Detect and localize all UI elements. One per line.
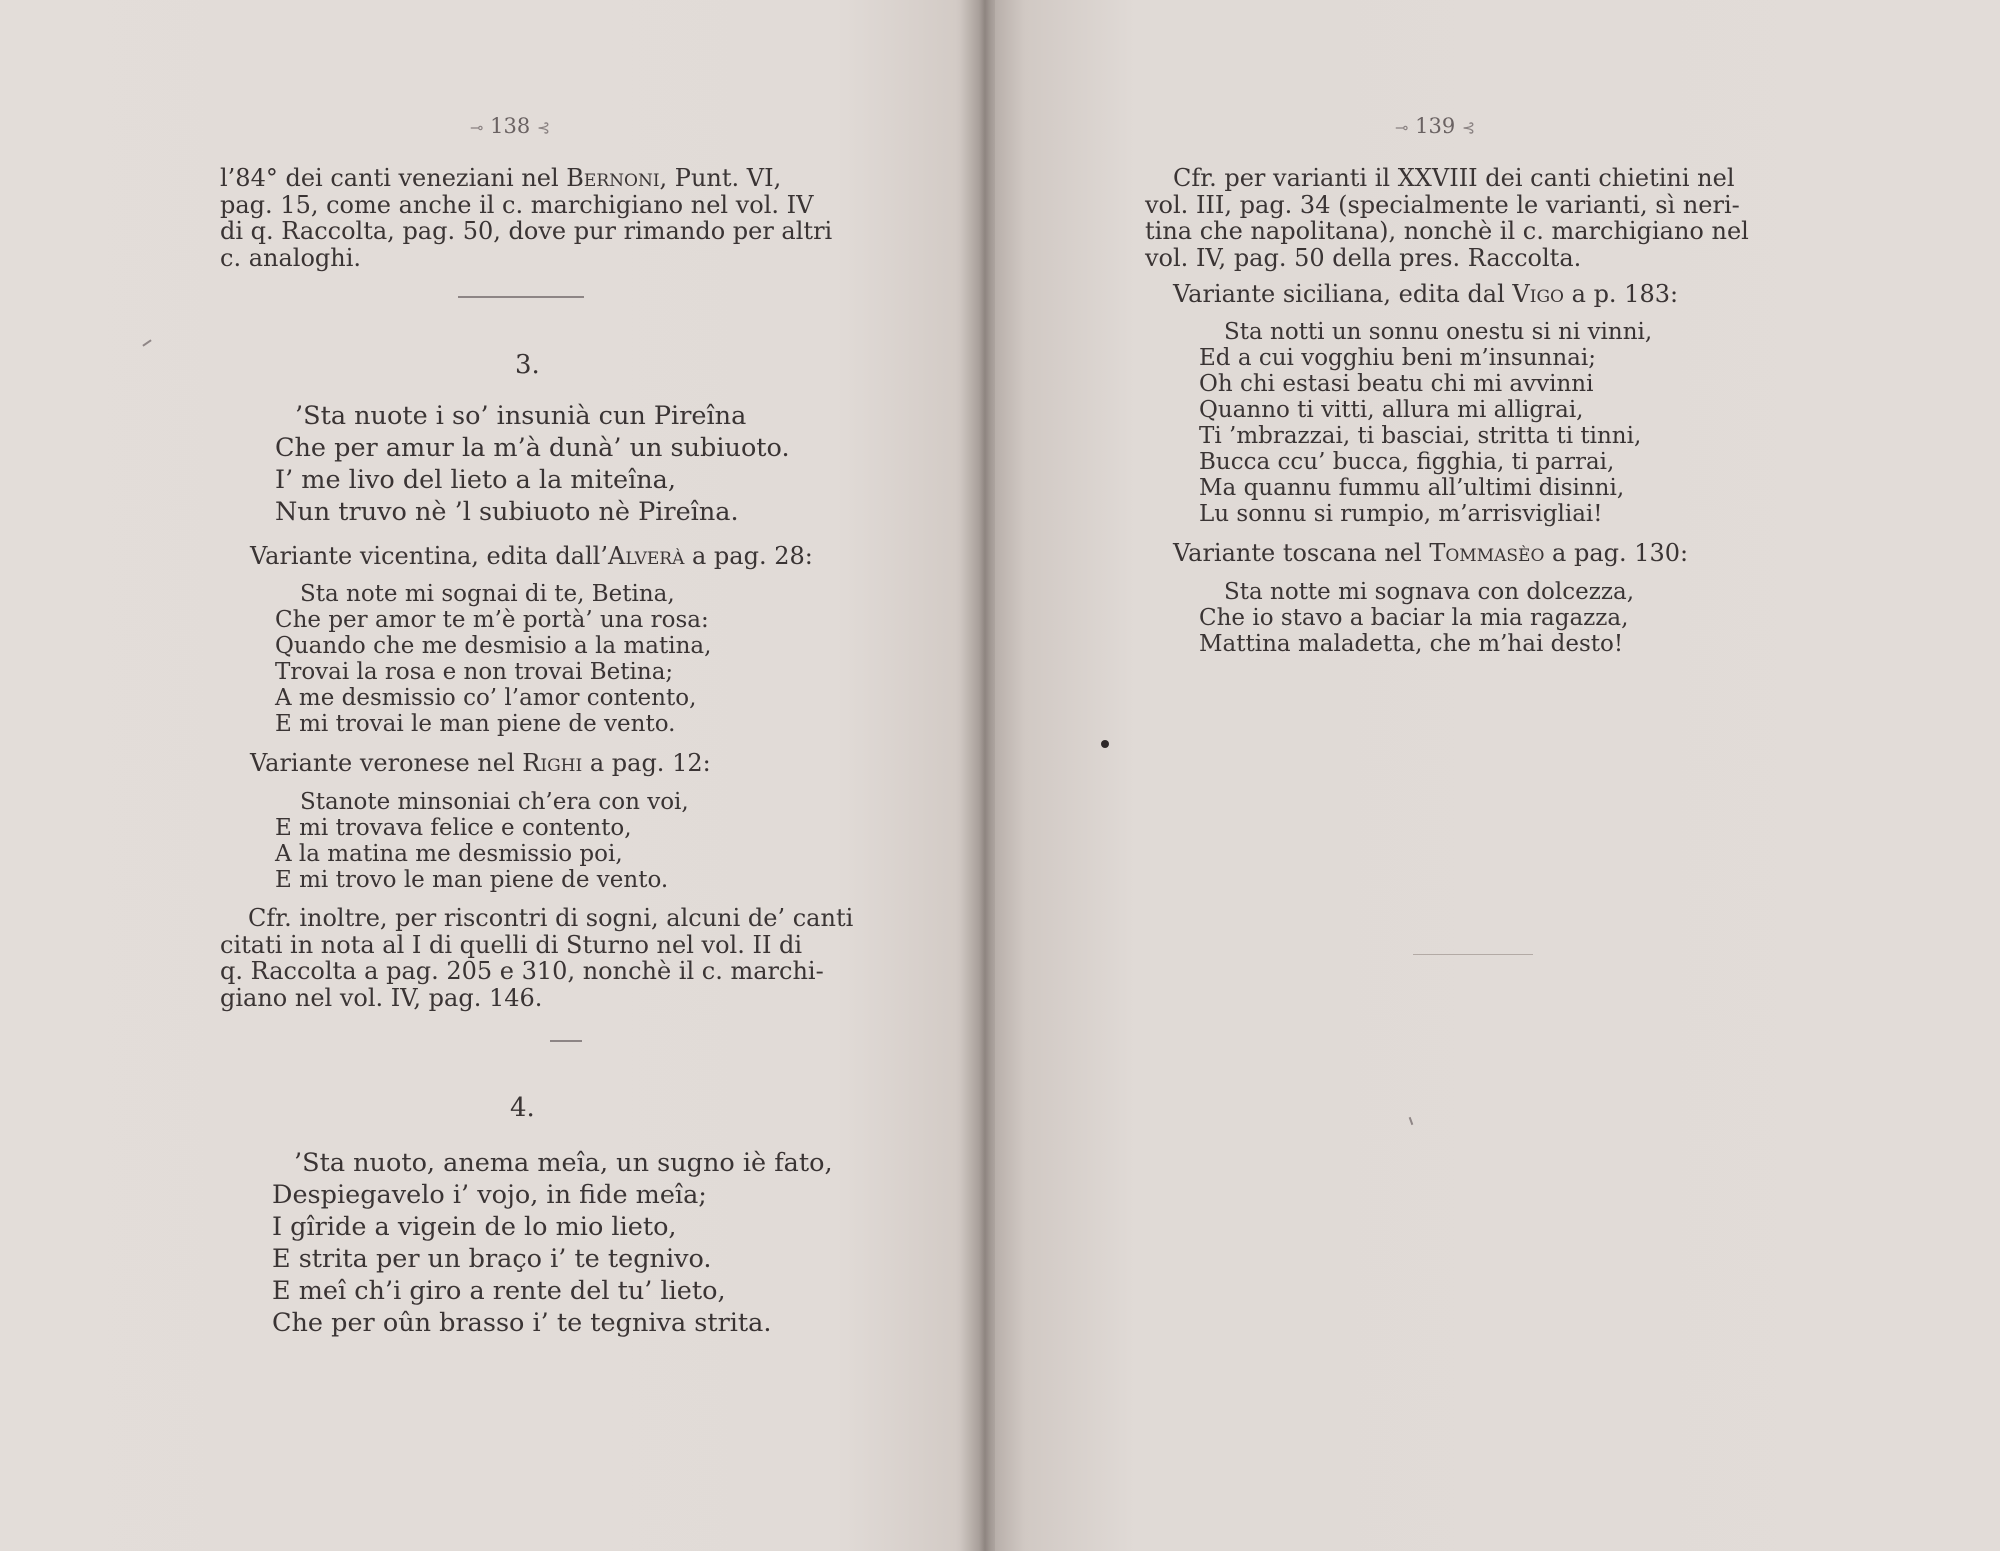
song-verses: [272, 1147, 833, 1339]
variant-verses: [1199, 579, 1634, 657]
variant-verses: [1199, 319, 1652, 527]
verse-line: Che io stavo a baciar la mia ragazza,: [1199, 605, 1629, 631]
variant-intro: Variante vicentina, edita dall’Alverà a pag. 28:: [250, 542, 813, 570]
page-number: 139: [1415, 114, 1456, 138]
ornament-arrow-icon: ⊰: [1461, 118, 1476, 137]
note-line: giano nel vol. IV, pag. 146.: [220, 983, 543, 1012]
verse-line: Che per oûn brasso i’ te tegniva strita.: [272, 1308, 772, 1338]
verse-line: Ed a cui vogghiu beni m’insunnai;: [1199, 345, 1596, 371]
song-number: 3.: [515, 350, 540, 380]
variant-intro: Variante siciliana, edita dal Vigo a p. 183:: [1173, 280, 1679, 308]
note-line: c. analoghi.: [220, 243, 362, 272]
verse-line: E strita per un braço i’ te tegnivo.: [272, 1244, 712, 1274]
verse-line: Ti ’mbrazzai, ti basciai, stritta ti tinni,: [1199, 423, 1642, 449]
verse-line: Trovai la rosa e non trovai Betina;: [275, 659, 674, 685]
verse-line: Mattina maladetta, che m’hai desto!: [1199, 631, 1624, 657]
note-line: pag. 15, come anche il c. marchigiano nel vol. IV: [220, 190, 814, 219]
verse-line: A me desmissio co’ l’amor contento,: [275, 685, 697, 711]
comparison-note: [1145, 165, 1749, 271]
ink-spot: [1101, 740, 1109, 748]
ornament-arrow-icon: ⊸: [470, 118, 484, 137]
ornament-arrow-icon: ⊸: [1395, 118, 1409, 137]
note-line: tina che napolitana), nonchè il c. marchigiano nel: [1145, 217, 1749, 245]
verse-line: Nun truvo nè ’l subiuoto nè Pireîna.: [275, 497, 739, 527]
note-line: Cfr. per varianti il XXVIII dei canti chietini nel: [1173, 164, 1735, 192]
verse-line: Ma quannu fummu all’ultimi disinni,: [1199, 475, 1625, 501]
paper-speck: [1413, 954, 1533, 955]
variant-intro: Variante veronese nel Righi a pag. 12:: [250, 749, 711, 777]
verse-line: Lu sonnu si rumpio, m’arrisvigliai!: [1199, 501, 1603, 527]
note-line: citati in nota al I di quelli di Sturno nel vol. II di: [220, 930, 803, 959]
variant-verses: [275, 789, 689, 893]
note-line: q. Raccolta a pag. 205 e 310, nonchè il c. marchi-: [220, 957, 824, 985]
verse-line: Despiegavelo i’ vojo, in fide meîa;: [272, 1180, 707, 1210]
verse-line: Oh chi estasi beatu chi mi avvinni: [1199, 371, 1594, 397]
verse-line: I’ me livo del lieto a la miteîna,: [275, 465, 676, 495]
note-line: di q. Raccolta, pag. 50, dove pur rimando per altri: [220, 217, 833, 245]
running-head-left: [470, 114, 550, 138]
verse-line: Quanno ti vitti, allura mi alligrai,: [1199, 397, 1584, 423]
note-line: vol. III, pag. 34 (specialmente le varianti, sì neri-: [1145, 190, 1740, 219]
song-verses: [275, 400, 790, 528]
verse-line: A la matina me desmissio poi,: [275, 841, 623, 867]
section-divider: [550, 1040, 582, 1042]
comparison-note: [220, 905, 853, 1011]
verse-line: ’Sta nuote i so’ insunià cun Pireîna: [295, 401, 747, 431]
verse-line: E mi trovai le man piene de vento.: [275, 711, 676, 737]
verse-line: ’Sta nuoto, anema meîa, un sugno iè fato,: [294, 1148, 833, 1178]
note-line: vol. IV, pag. 50 della pres. Raccolta.: [1145, 243, 1582, 272]
verse-line: I gîride a vigein de lo mio lieto,: [272, 1212, 677, 1242]
verse-line: Quando che me desmisio a la matina,: [275, 633, 712, 659]
left-page: [0, 0, 985, 1551]
note-line: l’84° dei canti veneziani nel Bernoni, Punt. VI,: [220, 164, 782, 192]
verse-line: Sta notte mi sognava con dolcezza,: [1224, 579, 1635, 605]
verse-line: Che per amor te m’è portà’ una rosa:: [275, 607, 709, 633]
section-divider: [458, 296, 584, 298]
song-number: 4.: [510, 1093, 535, 1123]
verse-line: Sta notti un sonnu onestu si ni vinni,: [1224, 319, 1653, 345]
running-head-right: [1395, 114, 1475, 138]
verse-line: Che per amur la m’à dunà’ un subiuoto.: [275, 433, 790, 463]
continued-note: [220, 165, 832, 271]
verse-line: E mi trovo le man piene de vento.: [275, 867, 669, 893]
ornament-arrow-icon: ⊰: [536, 118, 551, 137]
verse-line: Sta note mi sognai di te, Betina,: [300, 581, 675, 607]
verse-line: E mi trovava felice e contento,: [275, 815, 632, 841]
verse-line: Bucca ccu’ bucca, figghia, ti parrai,: [1199, 449, 1615, 475]
paper-speck: [142, 339, 151, 346]
variant-verses: [275, 581, 711, 737]
right-page: [995, 0, 2000, 1551]
paper-speck: [1409, 1117, 1414, 1125]
variant-intro: Variante toscana nel Tommasèo a pag. 130:: [1173, 539, 1689, 567]
verse-line: Stanote minsoniai ch’era con voi,: [300, 789, 689, 815]
page-number: 138: [490, 114, 531, 138]
verse-line: E meî ch’i giro a rente del tu’ lieto,: [272, 1276, 726, 1306]
note-line: Cfr. inoltre, per riscontri di sogni, alcuni de’ canti: [248, 904, 854, 932]
